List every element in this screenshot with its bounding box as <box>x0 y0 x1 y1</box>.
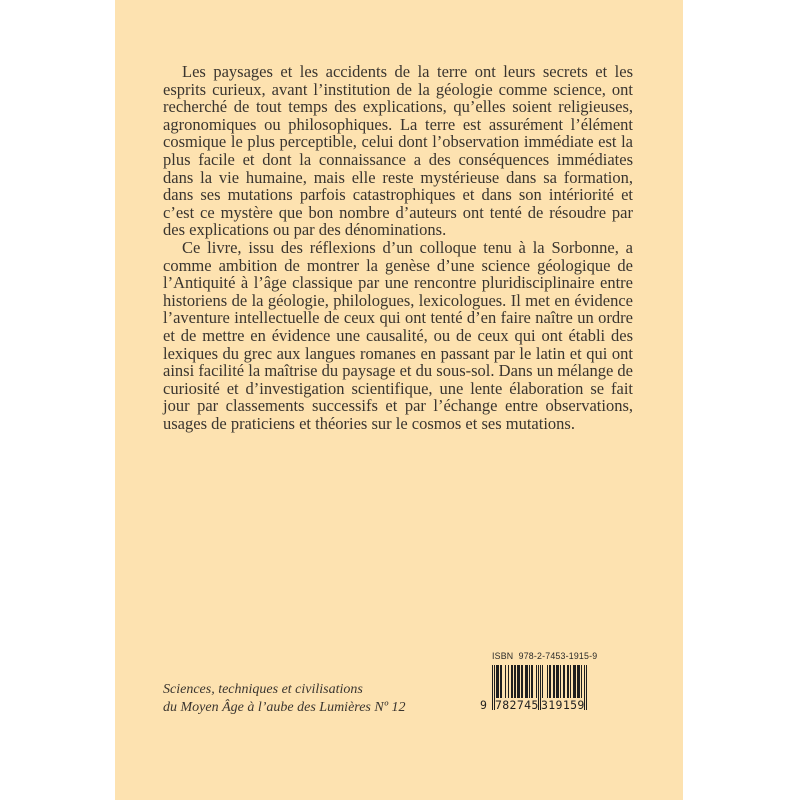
barcode-bar <box>581 665 582 698</box>
barcode-bar <box>563 665 565 698</box>
barcode-bar <box>521 665 523 698</box>
barcode-digits <box>478 699 603 712</box>
barcode-bar <box>549 665 551 698</box>
barcode-digit-group-right: 319159 <box>541 698 585 712</box>
barcode-bar <box>573 665 576 698</box>
barcode-bar <box>511 665 513 698</box>
barcode-bar <box>496 665 499 698</box>
barcode-bar <box>567 665 569 698</box>
barcode-bar <box>542 665 543 698</box>
barcode-bar <box>577 665 580 698</box>
barcode-bar <box>547 665 548 698</box>
barcode-bar <box>525 665 528 698</box>
barcode-bar <box>553 665 555 698</box>
barcode-bar <box>536 665 537 698</box>
barcode-bar <box>517 665 520 698</box>
blurb-paragraph-2: Ce livre, issu des réflexions d’un colloque tenu à la Sorbonne, a comme ambition de montrer la genèse d’une science géologique de l’Antiquité à l’âge classique par une rencontre pluridisciplinaire entre historiens de la géologie, philologues, lexicologues. Il met en évidence l’aventure intellectuelle de ceux qui ont tenté d’en faire naître un ordre et de mettre en évidence une causalité, ou de ceux qui ont établi des lexiques du grec aux langues romanes en passant par le latin et qui ont ainsi facilité la maîtrise du paysage et du sous-sol. Dans un mélange de curiosité et d’investigation scientifique, une lente élaboration se fait jour par classements successifs et par l’échange entre observations, usages de praticiens et théories sur le cosmos et ses mutations. <box>163 237 633 433</box>
isbn-label: ISBN 978-2-7453-1915-9 <box>492 651 598 661</box>
barcode-bar <box>560 665 561 698</box>
series-line-2: du Moyen Âge à l’aube des Lumières Nº 12 <box>163 699 406 715</box>
blurb-paragraph-1: Les paysages et les accidents de la terre ont leurs secrets et les esprits curieux, avant l’institution de la géologie comme science, ont recherché de tout temps des explications, qu’elles soient religieuses, agronomiques ou philosophiques. La terre est assurément l’élément cosmique le plus perceptible, celui dont l’observation immédiate est la plus facile et dont la connaissance a des conséquences immédiates dans la vie humaine, mais elle reste mystérieuse dans sa formation, dans ses mutations parfois catastrophiques et dans son intériorité et c’est ce mystère que bon nombre d’auteurs ont tenté de résoudre par des explications ou par des dénominations. <box>163 62 633 240</box>
series-line-1: Sciences, techniques et civilisations <box>163 682 363 697</box>
barcode-bar <box>556 665 559 698</box>
back-cover-blurb <box>163 63 633 432</box>
book-back-cover <box>115 0 683 800</box>
barcode-bar <box>508 665 509 698</box>
barcode-bar <box>529 665 530 698</box>
barcode-bar <box>514 665 516 698</box>
series-title <box>163 681 406 716</box>
barcode-bar <box>505 665 506 698</box>
barcode-digit-group-left: 782745 <box>495 698 539 712</box>
barcode-bar <box>531 665 533 698</box>
barcode-digit-first: 9 <box>480 698 487 712</box>
isbn-barcode <box>478 652 603 714</box>
barcode-bar <box>500 665 502 698</box>
barcode-bar <box>570 665 571 698</box>
